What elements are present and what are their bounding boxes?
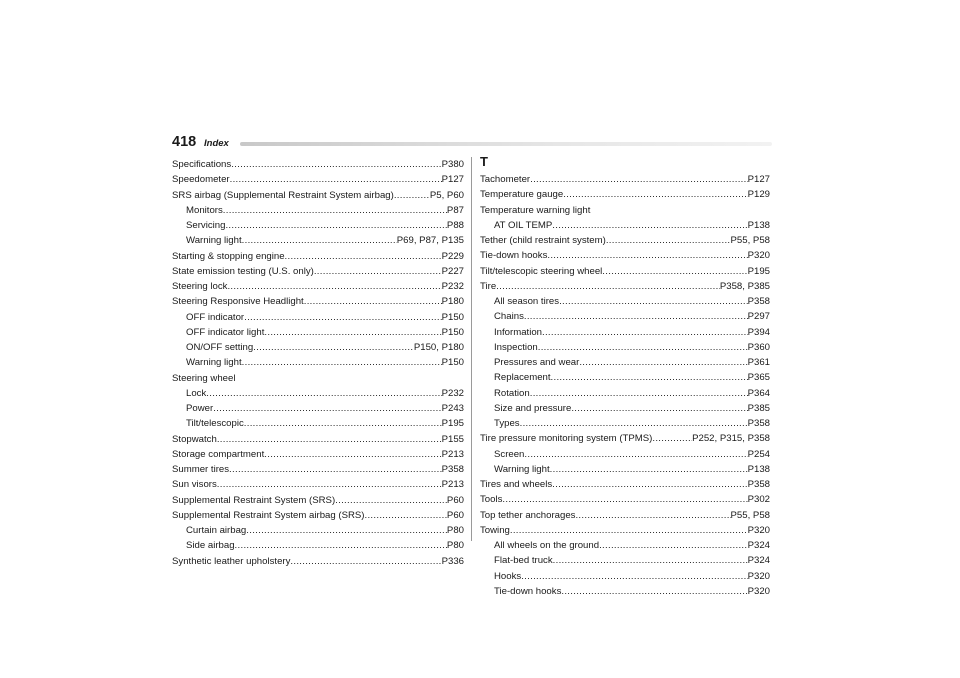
- entry-page-reference[interactable]: P80: [446, 525, 464, 536]
- index-subentry: [480, 553, 770, 568]
- dot-leader: [246, 523, 447, 538]
- index-entry: [172, 249, 464, 264]
- entry-page-reference[interactable]: P254: [747, 448, 770, 460]
- dot-leader: [579, 355, 747, 370]
- dot-leader: [542, 325, 748, 340]
- index-entry: [172, 447, 464, 462]
- dot-leader: [314, 264, 442, 279]
- page-header: [172, 134, 772, 154]
- entry-term: Rotation: [494, 387, 530, 399]
- dot-leader: [551, 370, 748, 385]
- index-subentry: [172, 218, 464, 233]
- dot-leader: [230, 172, 442, 187]
- dot-leader: [550, 462, 748, 477]
- entry-term: Steering Responsive Headlight: [172, 296, 304, 308]
- index-subentry: [172, 310, 464, 325]
- entry-page-reference[interactable]: P358: [747, 418, 770, 429]
- entry-term: Temperature warning light: [480, 204, 591, 216]
- index-entry: [480, 233, 770, 248]
- index-entry: [172, 157, 464, 172]
- entry-page-reference[interactable]: P227: [441, 265, 464, 277]
- entry-page-reference[interactable]: P358: [747, 479, 770, 490]
- dot-leader: [552, 218, 747, 233]
- index-entry: [480, 523, 770, 538]
- index-entry: [480, 172, 770, 187]
- entry-term: OFF indicator light: [186, 326, 265, 338]
- dot-leader: [264, 447, 441, 462]
- entry-term: Warning light: [494, 463, 550, 475]
- entry-page-reference[interactable]: P80: [446, 540, 464, 552]
- index-subentry: [172, 523, 464, 538]
- dot-leader: [575, 508, 730, 523]
- entry-page-reference[interactable]: P229: [441, 250, 464, 262]
- index-entry: [172, 264, 464, 279]
- dot-leader: [242, 355, 442, 370]
- index-entry: [480, 264, 770, 279]
- entry-term: State emission testing (U.S. only): [172, 265, 314, 277]
- dot-leader: [563, 187, 747, 202]
- dot-leader: [213, 401, 441, 416]
- entry-page-reference[interactable]: P138: [747, 463, 770, 475]
- entry-term: Chains: [494, 311, 524, 323]
- entry-page-reference[interactable]: P127: [747, 174, 770, 185]
- index-entry: [172, 371, 464, 386]
- index-entry: [480, 187, 770, 202]
- entry-term: Servicing: [186, 220, 226, 231]
- dot-leader: [553, 553, 748, 568]
- index-entry: [172, 477, 464, 492]
- entry-term: Temperature gauge: [480, 189, 564, 201]
- entry-page-reference[interactable]: P297: [747, 311, 770, 323]
- entry-term: Size and pressure: [494, 402, 572, 414]
- index-subentry: [172, 325, 464, 340]
- entry-term: Supplemental Restraint System (SRS): [172, 494, 336, 506]
- entry-term: Tire: [480, 280, 497, 292]
- entry-term: Steering lock: [172, 281, 228, 292]
- dot-leader: [538, 340, 748, 355]
- entry-page-reference[interactable]: P150: [441, 357, 464, 369]
- dot-leader: [520, 416, 748, 431]
- dot-leader: [225, 218, 446, 233]
- entry-term: SRS airbag (Supplemental Restraint System airbag): [172, 189, 394, 201]
- entry-page-reference[interactable]: P195: [441, 418, 464, 430]
- dot-leader: [652, 431, 692, 446]
- dot-leader: [602, 264, 747, 279]
- index-subentry: [480, 538, 770, 553]
- entry-page-reference[interactable]: P213: [441, 448, 464, 460]
- index-subentry: [172, 233, 464, 248]
- entry-page-reference[interactable]: P380: [441, 159, 464, 170]
- index-subentry: [480, 294, 770, 309]
- index-entry: [172, 508, 464, 523]
- entry-term: Curtain airbag: [186, 525, 247, 536]
- entry-term: Tachometer: [480, 174, 531, 185]
- entry-page-reference[interactable]: P87: [446, 204, 464, 216]
- dot-leader: [229, 462, 442, 477]
- index-subentry: [480, 386, 770, 401]
- index-entry: [172, 172, 464, 187]
- entry-page-reference[interactable]: P320: [747, 585, 770, 597]
- column-divider: [471, 157, 472, 541]
- entry-term: Hooks: [494, 570, 522, 582]
- dot-leader: [571, 401, 747, 416]
- index-subentry: [480, 416, 770, 431]
- entry-page-reference[interactable]: P138: [747, 219, 770, 231]
- index-subentry: [480, 584, 770, 599]
- index-subentry: [480, 340, 770, 355]
- entry-page-reference[interactable]: P394: [747, 326, 770, 338]
- entry-page-reference[interactable]: P385: [747, 402, 770, 414]
- dot-leader: [231, 157, 441, 172]
- index-subentry: [480, 401, 770, 416]
- entry-term: Flat-bed truck: [494, 555, 553, 567]
- entry-term: Pressures and wear: [494, 357, 580, 368]
- dot-leader: [335, 493, 447, 508]
- index-subentry: [172, 538, 464, 553]
- index-entry: [172, 462, 464, 477]
- entry-page-reference[interactable]: P88: [446, 220, 464, 231]
- entry-term: Tire pressure monitoring system (TPMS): [480, 433, 653, 445]
- entry-page-reference[interactable]: P320: [747, 570, 770, 582]
- entry-term: Types: [494, 418, 520, 429]
- entry-page-reference[interactable]: P243: [441, 403, 464, 414]
- entry-page-reference[interactable]: P358: [747, 296, 770, 307]
- index-entry: [172, 188, 464, 203]
- index-subentry: [480, 218, 770, 233]
- entry-term: Specifications: [172, 159, 232, 170]
- index-entry: [172, 294, 464, 309]
- dot-leader: [244, 416, 442, 431]
- index-subentry: [480, 447, 770, 462]
- entry-page-reference[interactable]: P5, P60: [429, 189, 464, 201]
- entry-term: All season tires: [494, 296, 560, 307]
- entry-page-reference[interactable]: P150: [441, 326, 464, 338]
- dot-leader: [235, 538, 447, 553]
- entry-term: Summer tires: [172, 464, 230, 475]
- entry-page-reference[interactable]: P150, P180: [413, 342, 464, 353]
- dot-leader: [524, 309, 748, 324]
- dot-leader: [253, 340, 414, 355]
- entry-page-reference[interactable]: P364: [747, 387, 770, 399]
- dot-leader: [242, 233, 397, 248]
- index-entry: [172, 279, 464, 294]
- entry-term: Inspection: [494, 341, 538, 353]
- entry-term: Warning light: [186, 235, 242, 247]
- entry-term: Lock: [186, 387, 207, 399]
- index-entry: [480, 492, 770, 507]
- entry-page-reference[interactable]: P195: [747, 265, 770, 277]
- index-subentry: [172, 340, 464, 355]
- entry-page-reference[interactable]: P324: [747, 555, 770, 567]
- entry-term: Tools: [480, 494, 503, 506]
- dot-leader: [496, 279, 720, 294]
- dot-leader: [244, 310, 441, 325]
- dot-leader: [524, 447, 747, 462]
- entry-page-reference[interactable]: P155: [441, 433, 464, 445]
- entry-page-reference[interactable]: P302: [747, 494, 770, 506]
- index-entry: [480, 508, 770, 523]
- index-subentry: [172, 401, 464, 416]
- index-column-right: [480, 154, 770, 599]
- entry-term: Speedometer: [172, 174, 230, 186]
- index-entry: [480, 477, 770, 492]
- entry-page-reference[interactable]: P320: [747, 250, 770, 262]
- index-subentry: [480, 370, 770, 385]
- dot-leader: [264, 325, 441, 340]
- entry-term: Information: [494, 326, 542, 338]
- index-entry: [480, 248, 770, 263]
- dot-leader: [217, 432, 442, 447]
- entry-term: Screen: [494, 448, 525, 460]
- entry-page-reference[interactable]: P129: [747, 189, 770, 201]
- index-subentry: [172, 203, 464, 218]
- dot-leader: [217, 477, 442, 492]
- entry-term: Supplemental Restraint System airbag (SRS): [172, 509, 365, 521]
- index-subentry: [480, 355, 770, 370]
- dot-leader: [285, 249, 442, 264]
- index-subentry: [172, 416, 464, 431]
- dot-leader: [394, 188, 430, 203]
- entry-page-reference[interactable]: P358: [441, 464, 464, 475]
- dot-leader: [365, 508, 447, 523]
- index-subentry: [480, 325, 770, 340]
- dot-leader: [227, 279, 441, 294]
- dot-leader: [530, 172, 747, 187]
- entry-page-reference[interactable]: P69, P87, P135: [396, 235, 464, 247]
- entry-term: Synthetic leather upholstery: [172, 555, 291, 567]
- index-entries-right: [480, 172, 770, 599]
- entry-term: Tie-down hooks: [494, 585, 562, 597]
- entry-term: Tilt/telescopic: [186, 418, 244, 430]
- entry-page-reference[interactable]: P60: [446, 509, 464, 521]
- dot-leader: [510, 523, 748, 538]
- entry-page-reference[interactable]: P180: [441, 296, 464, 308]
- dot-leader: [599, 538, 748, 553]
- header-rule: [240, 142, 772, 146]
- dot-leader: [304, 294, 442, 309]
- entry-term: Towing: [480, 524, 510, 536]
- dot-leader: [559, 294, 748, 309]
- entry-term: Power: [186, 403, 214, 414]
- index-entry: [172, 432, 464, 447]
- entry-term: Starting & stopping engine: [172, 250, 285, 262]
- entry-term: Monitors: [186, 204, 223, 216]
- entry-page-reference[interactable]: P232: [441, 281, 464, 292]
- entry-page-reference[interactable]: P358, P385: [719, 280, 770, 292]
- entry-term: Tires and wheels: [480, 479, 553, 490]
- dot-leader: [606, 233, 731, 248]
- dot-leader: [552, 477, 747, 492]
- entry-page-reference[interactable]: P324: [747, 540, 770, 551]
- entry-page-reference[interactable]: P361: [747, 357, 770, 368]
- index-subentry: [172, 355, 464, 370]
- index-subentry: [480, 462, 770, 477]
- dot-leader: [290, 554, 441, 569]
- dot-leader: [502, 492, 747, 507]
- entry-page-reference[interactable]: P360: [747, 341, 770, 353]
- entry-page-reference[interactable]: P55, P58: [730, 509, 770, 521]
- entry-page-reference[interactable]: P150: [441, 311, 464, 323]
- index-subentry: [480, 309, 770, 324]
- entry-term: Warning light: [186, 357, 242, 369]
- index-entry: [172, 554, 464, 569]
- entry-term: OFF indicator: [186, 311, 245, 323]
- entry-page-reference[interactable]: P336: [441, 555, 464, 567]
- index-column-left: [172, 157, 464, 569]
- entry-page-reference[interactable]: P55, P58: [730, 235, 770, 246]
- entry-page-reference[interactable]: P252, P315, P358: [692, 433, 770, 445]
- entry-term: Tether (child restraint system): [480, 235, 606, 246]
- dot-leader: [223, 203, 447, 218]
- index-entry: [172, 493, 464, 508]
- dot-leader: [206, 386, 441, 401]
- entry-term: Top tether anchorages: [480, 509, 576, 521]
- entry-page-reference[interactable]: P213: [441, 479, 464, 491]
- entry-page-reference[interactable]: P320: [747, 524, 770, 536]
- entry-term: Storage compartment: [172, 448, 265, 460]
- section-letter: T: [480, 154, 488, 169]
- entry-term: Stopwatch: [172, 433, 217, 445]
- entry-page-reference[interactable]: P232: [441, 387, 464, 399]
- dot-leader: [547, 248, 747, 263]
- entry-page-reference[interactable]: P60: [446, 494, 464, 506]
- entry-term: Tilt/telescopic steering wheel: [480, 265, 603, 277]
- entry-term: Tie-down hooks: [480, 250, 548, 262]
- index-subentry: [172, 386, 464, 401]
- dot-leader: [561, 584, 747, 599]
- entry-page-reference[interactable]: P127: [441, 174, 464, 186]
- dot-leader: [530, 386, 748, 401]
- entry-term: Steering wheel: [172, 372, 236, 384]
- index-entry: [480, 431, 770, 446]
- index-entry: [480, 279, 770, 294]
- entry-page-reference[interactable]: P365: [747, 372, 770, 384]
- page-title: Index: [204, 138, 229, 149]
- entry-term: All wheels on the ground: [494, 540, 600, 551]
- entry-term: Replacement: [494, 372, 551, 384]
- entry-term: Sun visors: [172, 479, 217, 491]
- entry-term: AT OIL TEMP: [494, 219, 553, 231]
- page-number: 418: [172, 134, 197, 150]
- entry-term: ON/OFF setting: [186, 342, 254, 353]
- index-entry: [480, 203, 770, 218]
- entry-term: Side airbag: [186, 540, 235, 552]
- index-subentry: [480, 569, 770, 584]
- dot-leader: [521, 569, 747, 584]
